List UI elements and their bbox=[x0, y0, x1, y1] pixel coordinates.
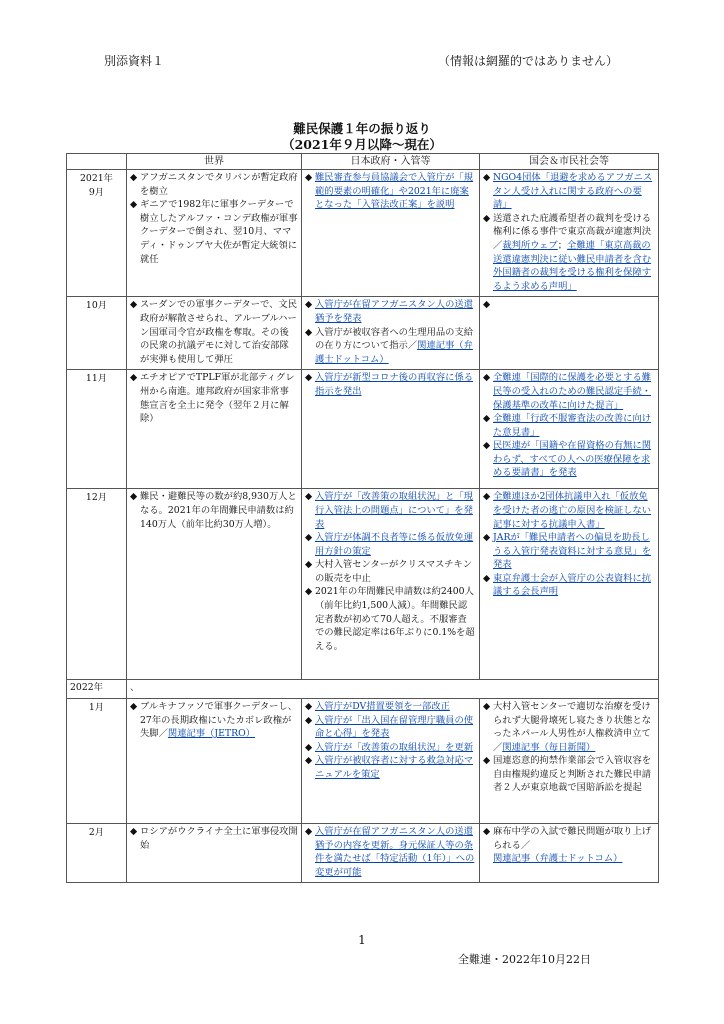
list-item bbox=[483, 754, 655, 795]
diamond-bullet-icon: ◆ bbox=[483, 372, 491, 384]
list-item bbox=[305, 531, 476, 558]
item-text: 入管庁が被収容者への生理用品の支給の在り方について指示／ bbox=[315, 326, 474, 352]
timeline-table bbox=[66, 153, 659, 883]
item-link[interactable]: JARが「難民申請者への偏見を助長しうる入管庁発表資料に対する意見」を発表 bbox=[493, 532, 652, 571]
list-item bbox=[130, 371, 298, 425]
japan-cell bbox=[302, 170, 480, 297]
item-link[interactable]: NGO4団体「退避を求めるアフガニスタン人受け入れに関する政府への要請」 bbox=[493, 172, 653, 211]
list-item bbox=[305, 714, 476, 741]
japan-cell bbox=[302, 698, 480, 823]
item-text-after: ； bbox=[557, 239, 568, 251]
diamond-bullet-icon: ◆ bbox=[305, 700, 313, 712]
item-text: アフガニスタンでタリバンが暫定政府を樹立 bbox=[140, 172, 298, 197]
diamond-bullet-icon: ◆ bbox=[483, 212, 491, 224]
item-link[interactable]: 裁判所ウェブ bbox=[502, 239, 558, 251]
item-link[interactable]: 入管庁が体調不良者等に係る仮放免運用方針の策定 bbox=[315, 532, 474, 557]
item-link[interactable]: 入管庁が在留アフガニスタン人の送還猶予を発表 bbox=[315, 299, 473, 324]
list-item bbox=[130, 171, 298, 198]
item-link[interactable]: 関連記事（JETRO） bbox=[167, 728, 256, 740]
diamond-bullet-icon: ◆ bbox=[130, 172, 138, 183]
column-header-world: 世界 bbox=[127, 154, 302, 170]
footer-text: 全難連・2022年10月22日 bbox=[458, 953, 591, 966]
diamond-bullet-icon: ◆ bbox=[483, 440, 491, 452]
civil-cell bbox=[480, 297, 659, 370]
list-item bbox=[130, 825, 298, 852]
list-item bbox=[305, 585, 476, 653]
list-item bbox=[305, 371, 476, 398]
list-item bbox=[483, 439, 655, 480]
item-link[interactable]: 全難連「行政不服審査法の改善に向けた意見書」 bbox=[493, 413, 652, 438]
japan-cell bbox=[302, 297, 480, 370]
list-item bbox=[483, 412, 655, 439]
table-row bbox=[67, 370, 659, 489]
list-item bbox=[483, 490, 655, 531]
list-item bbox=[305, 326, 476, 367]
table-row bbox=[67, 823, 659, 882]
item-link[interactable]: 全難連ほか2団体抗議申入れ「仮放免を受けた者の逃亡の原因を検証しない記事に対する抗議申入書」 bbox=[493, 491, 652, 530]
item-link[interactable]: 入管庁が「改善策の取組状況」と「現行入管法上の問題点」について」を発表 bbox=[315, 491, 474, 530]
diamond-bullet-icon: ◆ bbox=[483, 299, 491, 311]
diamond-bullet-icon: ◆ bbox=[483, 755, 491, 767]
item-text: スーダンでの軍事クーデターで、文民政府が解散させられ、アルーブルハーン国軍司令官が政権を奪取。その後の民衆の抗議デモに対して治安部隊が実弾も使用して弾圧 bbox=[140, 299, 298, 365]
world-cell bbox=[127, 489, 302, 680]
item-text: 大村入管センターで適切な治療を受けられず大腿骨壊死し寝たきり状態となったネパール人男性が人権救済申立て／ bbox=[493, 700, 652, 753]
column-header-civil: 国会＆市民社会等 bbox=[480, 154, 659, 170]
month-label: 2月 bbox=[67, 823, 127, 882]
diamond-bullet-icon: ◆ bbox=[483, 572, 491, 584]
list-item bbox=[483, 298, 655, 312]
diamond-bullet-icon: ◆ bbox=[130, 372, 138, 384]
header-left: 別添資料１ bbox=[104, 54, 165, 68]
diamond-bullet-icon: ◆ bbox=[305, 825, 313, 837]
item-link[interactable]: 入管庁が被収容者に対する救急対応マニュアルを策定 bbox=[315, 755, 474, 780]
year-note: 、 bbox=[127, 680, 659, 699]
list-item bbox=[305, 298, 476, 325]
diamond-bullet-icon: ◆ bbox=[483, 825, 491, 837]
diamond-bullet-icon: ◆ bbox=[130, 199, 138, 211]
item-link[interactable]: 全難連「東京高裁の送還違憲判決に従い難民申請者を含む外国籍者の裁判を受ける権利を保障するよう求める声明」 bbox=[493, 239, 652, 292]
diamond-bullet-icon: ◆ bbox=[305, 299, 313, 311]
item-text: 2021年の年間難民申請数は約2400人（前年比約1,500人減）。年間難民認定者数が初めて70人超え。不服審査での難民認定率は6年ぶりに0.1%を超える。 bbox=[315, 586, 475, 652]
item-link[interactable]: 入管庁が「出入国在留管理庁職員の使命と心得」を発表 bbox=[315, 714, 474, 740]
item-link[interactable]: 民医連が「国籍や在留資格の有無に関わらず、すべての人への医療保障を求める要請書」を発表 bbox=[493, 440, 652, 479]
item-text: ブルキナファソで軍事クーデターし、27年の長期政権にいたカボレ政権が失脚／ bbox=[140, 700, 298, 740]
document-title bbox=[0, 121, 724, 153]
japan-cell bbox=[302, 489, 480, 680]
table-header-row bbox=[67, 154, 659, 170]
table-row bbox=[67, 698, 659, 823]
month-label: 1月 bbox=[67, 698, 127, 823]
list-item bbox=[305, 171, 476, 212]
diamond-bullet-icon: ◆ bbox=[483, 491, 491, 503]
table-row bbox=[67, 297, 659, 370]
civil-cell bbox=[480, 823, 659, 882]
year-row bbox=[67, 680, 659, 699]
diamond-bullet-icon: ◆ bbox=[483, 413, 491, 425]
diamond-bullet-icon: ◆ bbox=[305, 755, 313, 767]
diamond-bullet-icon: ◆ bbox=[130, 825, 138, 837]
item-link[interactable]: 関連記事（弁護士ドットコム） bbox=[315, 340, 473, 365]
list-item bbox=[483, 212, 655, 294]
page-number: 1 bbox=[358, 933, 366, 947]
list-item bbox=[305, 754, 476, 781]
civil-cell bbox=[480, 370, 659, 489]
world-cell bbox=[127, 297, 302, 370]
item-text: エチオピアでTPLF軍が北部ティグレ州から南進。連邦政府が国家非常事態宣言を全土に発令（翌年２月に解除） bbox=[140, 372, 295, 425]
diamond-bullet-icon: ◆ bbox=[130, 491, 138, 503]
item-link[interactable]: 入管庁が新型コロナ後の再収容に係る指示を発出 bbox=[315, 372, 474, 397]
item-text: 国連恣意的拘禁作業部会で入管収容を自由権規約違反と判断された難民申請者２人が東京地裁で国賠訴訟を提起 bbox=[493, 755, 652, 794]
month-label: 10月 bbox=[67, 297, 127, 370]
list-item bbox=[305, 741, 476, 755]
civil-cell bbox=[480, 489, 659, 680]
item-link[interactable]: 入管庁がDV措置要領を一部改正 bbox=[315, 700, 450, 712]
world-cell bbox=[127, 823, 302, 882]
diamond-bullet-icon: ◆ bbox=[305, 172, 313, 183]
header-right: （情報は網羅的ではありません） bbox=[438, 54, 619, 68]
table-row bbox=[67, 489, 659, 680]
title-line-2: （2021年９月以降～現在） bbox=[282, 137, 442, 152]
item-link[interactable]: 難民審査参与員協議会で入管庁が「規範的要素の明確化」や2021年に廃案となった「入管法改正案」を説明 bbox=[315, 172, 474, 211]
world-cell bbox=[127, 370, 302, 489]
diamond-bullet-icon: ◆ bbox=[305, 741, 313, 753]
list-item bbox=[305, 558, 476, 585]
table-row bbox=[67, 170, 659, 297]
japan-cell bbox=[302, 370, 480, 489]
diamond-bullet-icon: ◆ bbox=[305, 586, 313, 598]
diamond-bullet-icon: ◆ bbox=[483, 172, 491, 183]
diamond-bullet-icon: ◆ bbox=[305, 559, 313, 571]
item-text: 難民・避難民等の数が約8,930万人となる。2021年の年間難民申請数は約140万人（前年比約30万人増）。 bbox=[140, 491, 297, 530]
list-item bbox=[130, 700, 298, 741]
column-header-period bbox=[67, 154, 127, 170]
diamond-bullet-icon: ◆ bbox=[130, 700, 138, 712]
list-item bbox=[305, 825, 476, 879]
month-label: 11月 bbox=[67, 370, 127, 489]
world-cell bbox=[127, 170, 302, 297]
diamond-bullet-icon: ◆ bbox=[305, 372, 313, 384]
column-header-japan: 日本政府・入管等 bbox=[302, 154, 480, 170]
japan-cell bbox=[302, 823, 480, 882]
list-item bbox=[483, 700, 655, 754]
list-item bbox=[483, 825, 655, 866]
list-item bbox=[130, 198, 298, 266]
year-label: 2022年 bbox=[67, 680, 127, 699]
item-text: 送還された庇護希望者の裁判を受ける権利に係る事件で東京高裁が違憲判決／ bbox=[493, 212, 652, 251]
month-label: 12月 bbox=[67, 489, 127, 680]
item-link[interactable]: 入管庁が在留アフガニスタン人の送還猶予の内容を更新。身元保証人等の条件を満たせば「特定活動（1年）」への変更が可能 bbox=[315, 825, 475, 878]
item-link[interactable]: 入管庁が「改善策の取組状況」を更新 bbox=[315, 741, 474, 753]
list-item bbox=[305, 490, 476, 531]
diamond-bullet-icon: ◆ bbox=[305, 532, 313, 544]
civil-cell bbox=[480, 698, 659, 823]
month-label: 2021年 9月 bbox=[67, 170, 127, 297]
item-link[interactable]: 全難連「国際的に保護を必要とする難民等の受入れのための難民認定手続・保護基準の改革に向けた提言」 bbox=[493, 372, 652, 411]
item-link[interactable]: 東京弁護士会が入管庁の公表資料に抗議する会長声明 bbox=[493, 572, 652, 598]
item-text: ギニアで1982年に軍事クーデターで樹立したアルファ・コンデ政権が軍事クーデターで倒され、翌10月、ママディ・ドゥンブヤ大佐が暫定大統領に就任 bbox=[140, 199, 298, 265]
list-item bbox=[483, 572, 655, 599]
diamond-bullet-icon: ◆ bbox=[483, 700, 491, 712]
diamond-bullet-icon: ◆ bbox=[305, 714, 313, 726]
item-text: 麻布中学の入試で難民問題が取り上げられる／ bbox=[493, 825, 652, 851]
item-text: 大村入管センターがクリスマスチキンの販売を中止 bbox=[315, 559, 473, 584]
list-item bbox=[483, 371, 655, 412]
diamond-bullet-icon: ◆ bbox=[130, 299, 138, 311]
diamond-bullet-icon: ◆ bbox=[305, 491, 313, 503]
civil-cell bbox=[480, 170, 659, 297]
list-item bbox=[305, 700, 476, 714]
diamond-bullet-icon: ◆ bbox=[483, 532, 491, 544]
title-line-1: 難民保護１年の振り返り bbox=[293, 121, 431, 136]
list-item bbox=[130, 298, 298, 366]
item-link[interactable]: 関連記事（弁護士ドットコム） bbox=[493, 853, 623, 865]
world-cell bbox=[127, 698, 302, 823]
list-item bbox=[483, 171, 655, 212]
diamond-bullet-icon: ◆ bbox=[305, 326, 313, 338]
item-link[interactable]: 関連記事（毎日新聞） bbox=[502, 741, 596, 753]
item-text: ロシアがウクライナ全土に軍事侵攻開始 bbox=[140, 825, 298, 851]
list-item bbox=[483, 531, 655, 572]
list-item bbox=[130, 490, 298, 531]
